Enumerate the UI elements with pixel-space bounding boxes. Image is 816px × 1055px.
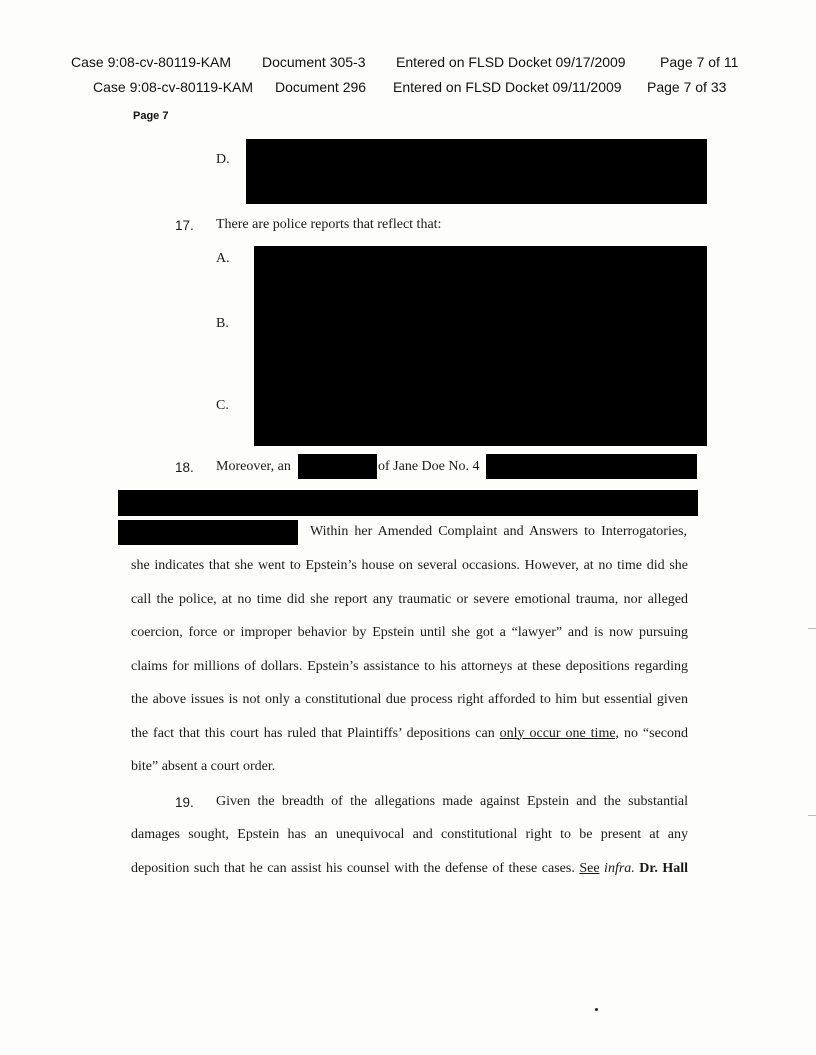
item-b-label: B. bbox=[216, 316, 229, 331]
header-page-count: Page 7 of 33 bbox=[647, 79, 727, 95]
bold-text: Dr. Hall bbox=[634, 861, 688, 876]
item-d-label: D. bbox=[216, 152, 230, 167]
scan-edge-mark bbox=[808, 815, 816, 816]
citation-infra: infra. bbox=[599, 861, 635, 876]
paragraph-19-number: 19. bbox=[175, 795, 194, 810]
underlined-text: only occur one time, bbox=[499, 725, 620, 741]
paragraph-17-number: 17. bbox=[175, 218, 194, 233]
body-text: the fact that this court has ruled that Plaintiffs’ depositions can bbox=[131, 725, 500, 741]
body-line: bite” absent a court order. bbox=[131, 759, 276, 774]
paragraph-18-body bbox=[131, 549, 688, 784]
header-page-count: Page 7 of 11 bbox=[660, 54, 739, 70]
redaction-block bbox=[246, 139, 707, 204]
scan-speck bbox=[595, 1008, 598, 1011]
scan-edge-mark bbox=[808, 628, 816, 629]
header-entered-date: Entered on FLSD Docket 09/11/2009 bbox=[393, 79, 622, 95]
docket-header-1 bbox=[0, 54, 816, 72]
docket-header-2 bbox=[0, 79, 816, 97]
redaction-block bbox=[298, 454, 377, 479]
paragraph-18-mid: of Jane Doe No. 4 bbox=[378, 459, 480, 474]
header-case-number: Case 9:08-cv-80119-KAM bbox=[93, 79, 254, 95]
header-document-number: Document 296 bbox=[275, 79, 367, 95]
body-line: the above issues is not only a constitutional due process right afforded to him but essential given bbox=[131, 692, 688, 707]
paragraph-19-line3 bbox=[131, 861, 688, 877]
item-a-label: A. bbox=[216, 251, 230, 266]
body-line bbox=[131, 717, 688, 751]
redaction-block bbox=[118, 520, 298, 545]
redaction-block bbox=[118, 490, 698, 516]
paragraph-17-text: There are police reports that reflect that: bbox=[216, 217, 442, 232]
body-line: coercion, force or improper behavior by Epstein until she got a “lawyer” and is now pursuing bbox=[131, 625, 688, 640]
paragraph-19-line2: damages sought, Epstein has an unequivocal and constitutional right to be present at any bbox=[131, 827, 688, 842]
paragraph-18-number: 18. bbox=[175, 460, 194, 475]
body-text: deposition such that he can assist his counsel with the defense of these cases. bbox=[131, 861, 580, 876]
body-line: call the police, at no time did she report any traumatic or severe emotional trauma, nor alleged bbox=[131, 591, 688, 607]
body-text: no “second bbox=[619, 725, 689, 741]
redaction-block bbox=[254, 246, 707, 446]
body-line: she indicates that she went to Epstein’s house on several occasions. However, at no time did she bbox=[131, 558, 688, 573]
paragraph-18-line3: Within her Amended Complaint and Answers to Interrogatories, bbox=[310, 524, 687, 539]
header-case-number: Case 9:08-cv-80119-KAM bbox=[71, 54, 232, 70]
body-line: claims for millions of dollars. Epstein’s assistance to his attorneys at these depositions regarding bbox=[131, 658, 688, 674]
paragraph-18-start: Moreover, an bbox=[216, 459, 291, 474]
redaction-block bbox=[486, 454, 697, 479]
item-c-label: C. bbox=[216, 398, 229, 413]
header-document-number: Document 305-3 bbox=[262, 54, 366, 70]
paragraph-19-line1: Given the breadth of the allegations made against Epstein and the substantial bbox=[216, 794, 688, 809]
header-entered-date: Entered on FLSD Docket 09/17/2009 bbox=[396, 54, 626, 70]
citation-signal: See bbox=[579, 861, 600, 876]
page-label: Page 7 bbox=[133, 110, 169, 122]
